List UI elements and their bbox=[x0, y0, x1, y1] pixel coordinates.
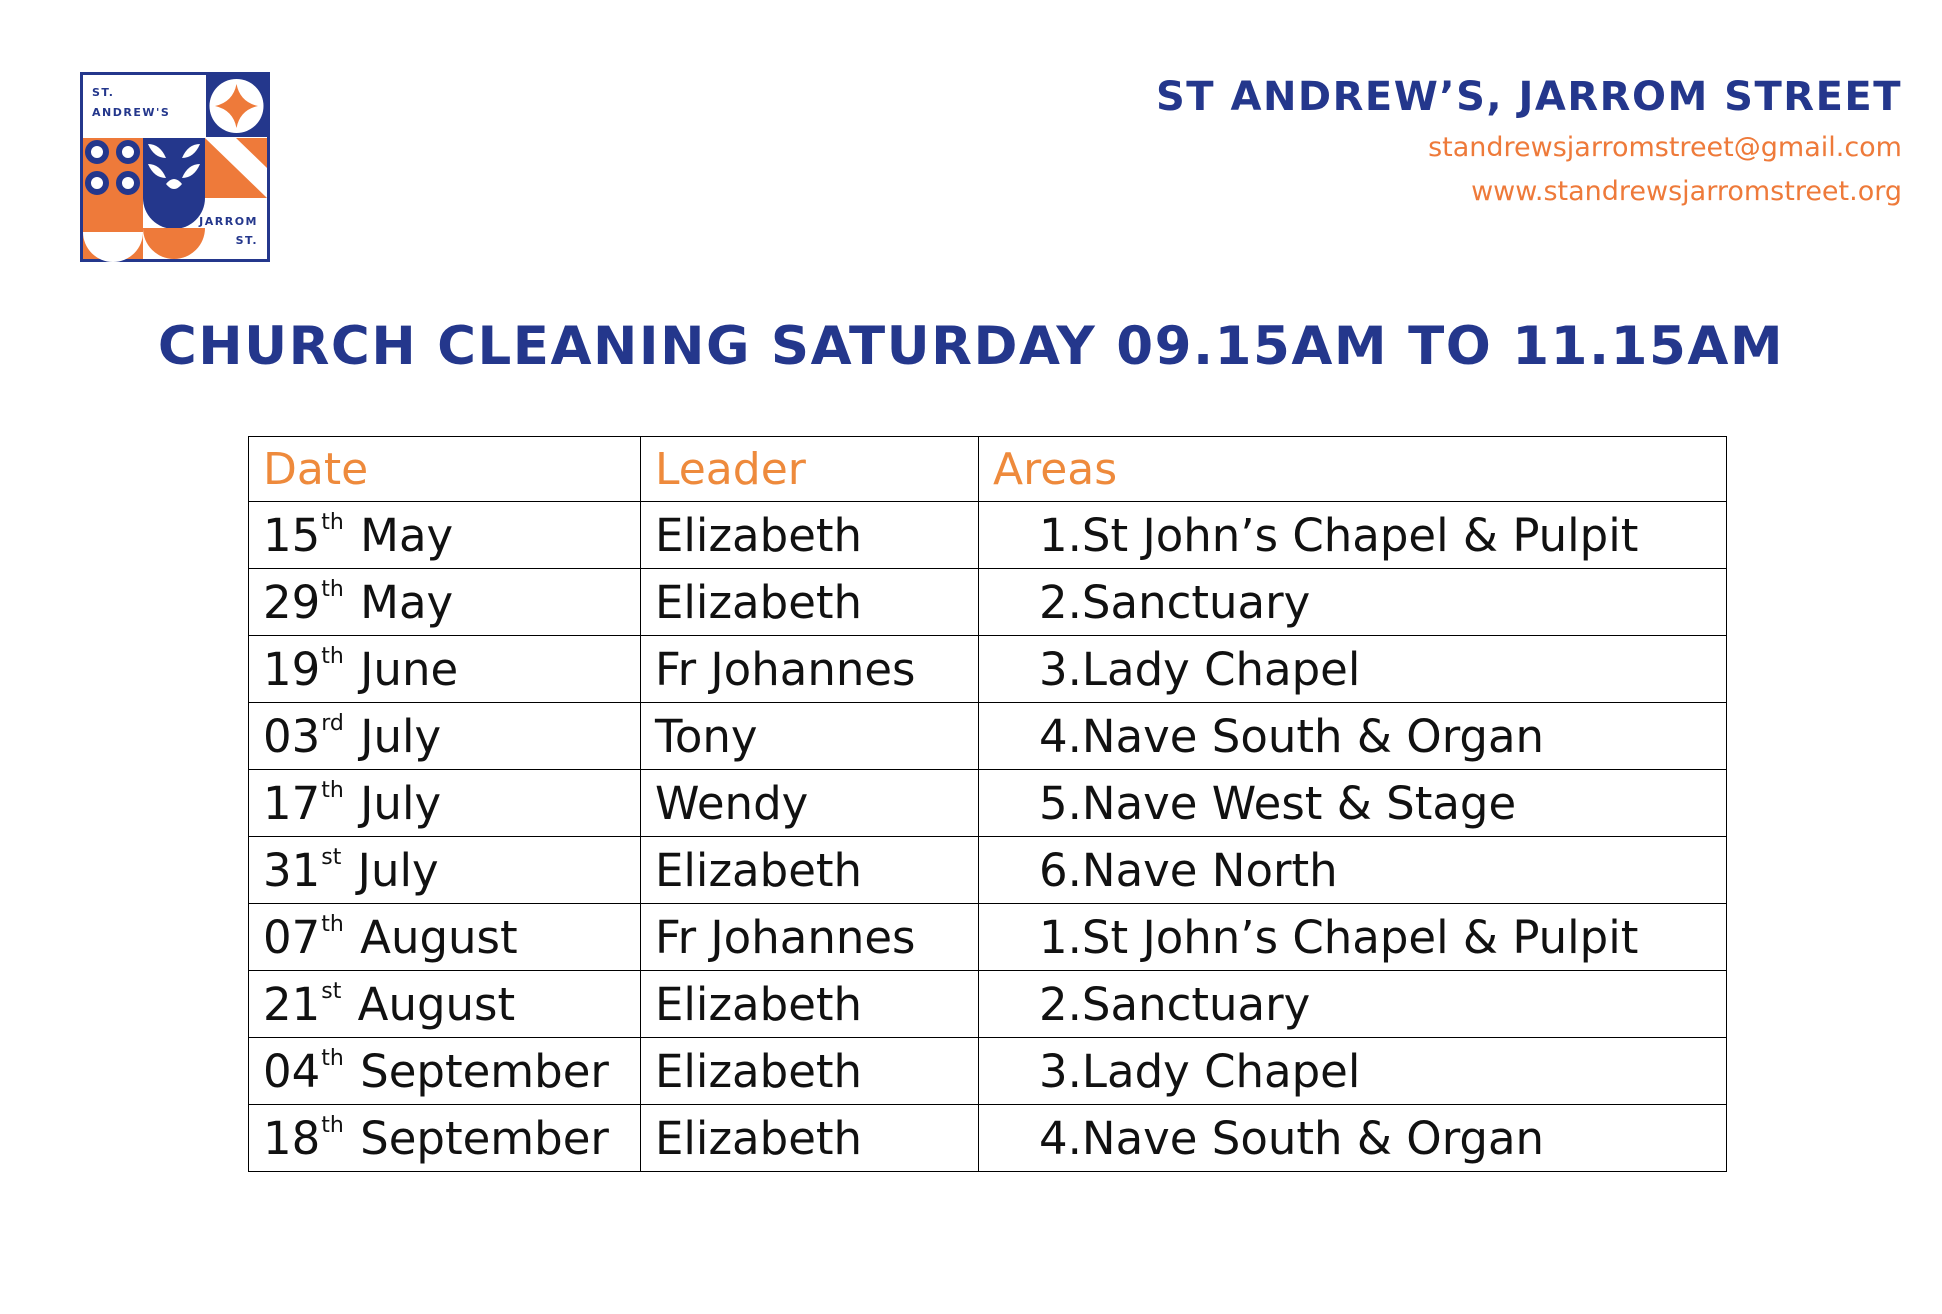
date-suffix: rd bbox=[321, 710, 344, 736]
table-row bbox=[249, 770, 1727, 837]
date-day: 07 bbox=[263, 910, 321, 964]
area-cell: 4.Nave South & Organ bbox=[979, 1105, 1727, 1172]
leader-cell: Fr Johannes bbox=[641, 636, 979, 703]
table-row bbox=[249, 837, 1727, 904]
date-cell bbox=[249, 971, 641, 1038]
date-cell bbox=[249, 904, 641, 971]
area-cell: 1.St John’s Chapel & Pulpit bbox=[979, 904, 1727, 971]
table-row bbox=[249, 971, 1727, 1038]
table-row bbox=[249, 703, 1727, 770]
date-day: 31 bbox=[263, 843, 321, 897]
date-cell bbox=[249, 636, 641, 703]
date-cell bbox=[249, 1105, 641, 1172]
area-cell: 3.Lady Chapel bbox=[979, 1038, 1727, 1105]
date-month: August bbox=[357, 977, 516, 1031]
page-title: CHURCH CLEANING SATURDAY 09.15AM TO 11.15AM bbox=[157, 316, 1785, 377]
table-row bbox=[249, 502, 1727, 569]
logo-text-st: ST. bbox=[92, 86, 115, 99]
date-month: August bbox=[360, 910, 518, 964]
date-day: 04 bbox=[263, 1044, 321, 1098]
date-suffix: th bbox=[321, 777, 344, 803]
date-month: July bbox=[360, 776, 442, 830]
date-day: 29 bbox=[263, 575, 321, 629]
date-cell bbox=[249, 569, 641, 636]
leader-cell: Elizabeth bbox=[641, 1038, 979, 1105]
organization-name: ST ANDREW’S, JARROM STREET bbox=[1155, 74, 1902, 120]
table-row bbox=[249, 569, 1727, 636]
date-month: July bbox=[360, 709, 442, 763]
date-month: May bbox=[360, 575, 454, 629]
table-row bbox=[249, 1105, 1727, 1172]
table-row bbox=[249, 904, 1727, 971]
column-header-leader: Leader bbox=[641, 437, 979, 502]
date-suffix: th bbox=[321, 509, 344, 535]
date-suffix: th bbox=[321, 1112, 344, 1138]
area-cell: 3.Lady Chapel bbox=[979, 636, 1727, 703]
date-month: May bbox=[360, 508, 454, 562]
area-cell: 2.Sanctuary bbox=[979, 569, 1727, 636]
logo-text-jarrom: JARROM bbox=[199, 215, 258, 228]
area-cell: 5.Nave West & Stage bbox=[979, 770, 1727, 837]
area-cell: 6.Nave North bbox=[979, 837, 1727, 904]
area-cell: 4.Nave South & Organ bbox=[979, 703, 1727, 770]
date-cell bbox=[249, 703, 641, 770]
cleaning-schedule-table bbox=[248, 436, 1727, 1172]
date-day: 21 bbox=[263, 977, 321, 1031]
area-cell: 1.St John’s Chapel & Pulpit bbox=[979, 502, 1727, 569]
logo-text-st-bottom: ST. bbox=[235, 234, 258, 247]
leader-cell: Wendy bbox=[641, 770, 979, 837]
date-cell bbox=[249, 837, 641, 904]
date-month: June bbox=[360, 642, 459, 696]
date-day: 15 bbox=[263, 508, 321, 562]
leader-cell: Tony bbox=[641, 703, 979, 770]
date-suffix: th bbox=[321, 911, 344, 937]
date-cell bbox=[249, 502, 641, 569]
column-header-date: Date bbox=[249, 437, 641, 502]
date-suffix: st bbox=[321, 844, 342, 870]
leader-cell: Fr Johannes bbox=[641, 904, 979, 971]
date-day: 17 bbox=[263, 776, 321, 830]
leader-cell: Elizabeth bbox=[641, 971, 979, 1038]
logo-text-andrews: ANDREW'S bbox=[92, 106, 171, 119]
area-cell: 2.Sanctuary bbox=[979, 971, 1727, 1038]
contact-website[interactable]: www.standrewsjarromstreet.org bbox=[1471, 176, 1902, 207]
leader-cell: Elizabeth bbox=[641, 837, 979, 904]
column-header-areas: Areas bbox=[979, 437, 1727, 502]
date-day: 03 bbox=[263, 709, 321, 763]
date-day: 19 bbox=[263, 642, 321, 696]
date-suffix: th bbox=[321, 1045, 344, 1071]
date-cell bbox=[249, 770, 641, 837]
date-suffix: th bbox=[321, 643, 344, 669]
date-suffix: st bbox=[321, 978, 342, 1004]
contact-email[interactable]: standrewsjarromstreet@gmail.com bbox=[1428, 132, 1902, 163]
table-header-row bbox=[249, 437, 1727, 502]
date-day: 18 bbox=[263, 1111, 321, 1165]
date-month: July bbox=[357, 843, 439, 897]
date-month: September bbox=[360, 1044, 609, 1098]
table-row bbox=[249, 1038, 1727, 1105]
table-row bbox=[249, 636, 1727, 703]
date-suffix: th bbox=[321, 576, 344, 602]
date-cell bbox=[249, 1038, 641, 1105]
leader-cell: Elizabeth bbox=[641, 502, 979, 569]
leader-cell: Elizabeth bbox=[641, 569, 979, 636]
date-month: September bbox=[360, 1111, 609, 1165]
leader-cell: Elizabeth bbox=[641, 1105, 979, 1172]
